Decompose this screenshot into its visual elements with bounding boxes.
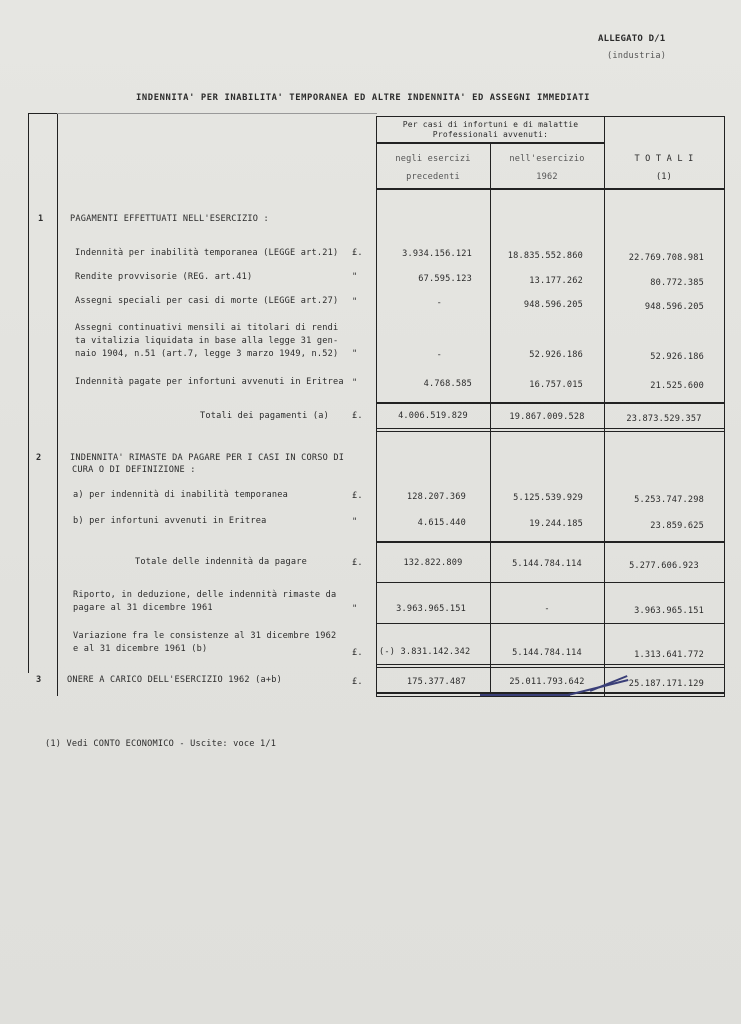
section-number: 1 <box>38 214 44 224</box>
section-number: 2 <box>36 453 42 463</box>
sector-label: (industria) <box>607 51 667 61</box>
section-number: 3 <box>36 675 42 685</box>
section-title: PAGAMENTI EFFETTUATI NELL'ESERCIZIO : <box>70 214 269 224</box>
section-title: ONERE A CARICO DELL'ESERCIZIO 1962 (a+b) <box>67 675 282 685</box>
attachment-label: ALLEGATO D/1 <box>598 34 666 44</box>
section-title: INDENNITA' RIMASTE DA PAGARE PER I CASI IN CORSO DI <box>70 453 345 463</box>
footnote: (1) Vedi CONTO ECONOMICO - Uscite: voce 1/1 <box>45 739 277 749</box>
page-title: INDENNITA' PER INABILITA' TEMPORANEA ED ALTRE INDENNITA' ED ASSEGNI IMMEDIATI <box>136 93 591 103</box>
